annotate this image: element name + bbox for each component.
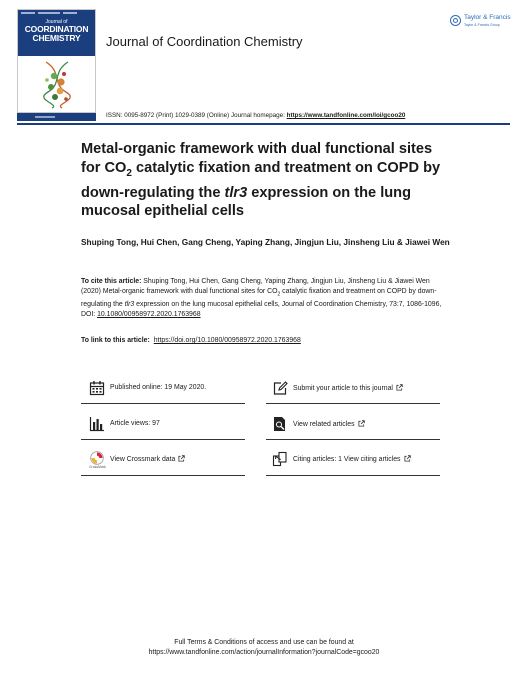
cover-journal-title: COORDINATION CHEMISTRY bbox=[24, 24, 89, 43]
molecule-art-icon bbox=[32, 58, 82, 110]
citing-articles-text: Citing articles: 1 View citing articles bbox=[293, 456, 401, 463]
citation-doi-link[interactable]: 10.1080/00958972.2020.1763968 bbox=[97, 310, 201, 318]
article-views-text: Article views: 97 bbox=[110, 420, 160, 427]
external-link-icon bbox=[404, 455, 411, 462]
article-doi-url[interactable]: https://doi.org/10.1080/00958972.2020.1763968 bbox=[153, 337, 301, 344]
tf-logo-icon bbox=[450, 15, 461, 26]
terms-footer bbox=[0, 638, 528, 658]
title-part-2: catalytic fixation and treatment on COPD by down-regulating the bbox=[81, 159, 441, 201]
citation-text-1: Shuping Tong, Hui Chen, Gang Cheng, Yaping Zhang, Jingjun Liu, Jinsheng Liu & Jiawei Wen (2020) Metal-organic framework with dual functional sites for CO bbox=[81, 278, 430, 296]
header-rule bbox=[17, 123, 510, 125]
citing-articles-icon bbox=[272, 451, 288, 467]
related-articles-link[interactable] bbox=[272, 416, 440, 442]
issn-line bbox=[106, 112, 405, 119]
citation-subscript: 2 bbox=[277, 291, 281, 298]
edit-icon bbox=[272, 380, 288, 396]
calendar-icon bbox=[89, 380, 105, 396]
crossmark-label: CrossMark bbox=[89, 465, 106, 469]
title-gene-italic: tlr3 bbox=[224, 184, 248, 201]
search-document-icon bbox=[272, 416, 288, 432]
cover-top-line bbox=[21, 12, 94, 15]
submit-article-text: Submit your article to this journal bbox=[293, 385, 393, 392]
tf-logo-subtitle: Taylor & Francis Group bbox=[464, 23, 500, 27]
article-views bbox=[89, 416, 244, 442]
bar-chart-icon bbox=[89, 416, 105, 432]
cover-journal-label: Journal of bbox=[45, 19, 68, 25]
crossmark-link[interactable] bbox=[89, 451, 244, 477]
article-authors: Shuping Tong, Hui Chen, Gang Cheng, Yaping Zhang, Jingjun Liu, Jinsheng Liu & Jiawei Wen bbox=[81, 237, 450, 247]
title-part-1: Metal-organic framework with dual functional sites for CO bbox=[81, 141, 433, 176]
external-link-icon bbox=[178, 455, 185, 462]
related-articles-text: View related articles bbox=[293, 421, 355, 428]
link-label: To link to this article: bbox=[81, 337, 152, 344]
citation-italic: tlr3 bbox=[124, 300, 135, 308]
cover-footer-bar bbox=[17, 113, 96, 121]
journal-cover-thumbnail[interactable] bbox=[17, 9, 96, 113]
published-online bbox=[89, 380, 244, 406]
journal-homepage-link[interactable]: https://www.tandfonline.com/loi/gcoo20 bbox=[286, 112, 406, 119]
external-link-icon bbox=[396, 384, 403, 391]
crossmark-text: View Crossmark data bbox=[110, 456, 176, 463]
issn-text: ISSN: 0095-8972 (Print) 1029-0389 (Online) Journal homepage: bbox=[106, 112, 287, 119]
citing-articles-link[interactable] bbox=[272, 451, 440, 477]
terms-footer-url[interactable]: https://www.tandfonline.com/action/journalInformation?journalCode=gcoo20 bbox=[148, 649, 380, 656]
published-online-text: Published online: 19 May 2020. bbox=[110, 384, 207, 391]
citation-text-3: expression on the lung mucosal epithelial cells, Journal of Coordination Chemistry, 73:7, 1086-1096, DOI: bbox=[81, 300, 442, 318]
external-link-icon bbox=[358, 420, 365, 427]
tf-logo-name: Taylor & Francis bbox=[464, 14, 511, 21]
citation-text-2: catalytic fixation and treatment on COPD by down-regulating the bbox=[81, 288, 437, 308]
taylor-francis-logo[interactable] bbox=[450, 13, 514, 33]
submit-article-link[interactable] bbox=[272, 380, 440, 406]
title-subscript: 2 bbox=[126, 167, 132, 179]
citation-block bbox=[81, 277, 446, 320]
cover-band bbox=[18, 10, 95, 56]
link-to-article-line bbox=[81, 337, 301, 344]
citation-label: To cite this article: bbox=[81, 278, 142, 285]
journal-name[interactable]: Journal of Coordination Chemistry bbox=[106, 34, 303, 49]
title-part-3: expression on the lung mucosal epithelial cells bbox=[81, 184, 412, 220]
terms-footer-line-1: Full Terms & Conditions of access and use can be found at bbox=[174, 639, 354, 646]
article-title bbox=[81, 140, 441, 221]
